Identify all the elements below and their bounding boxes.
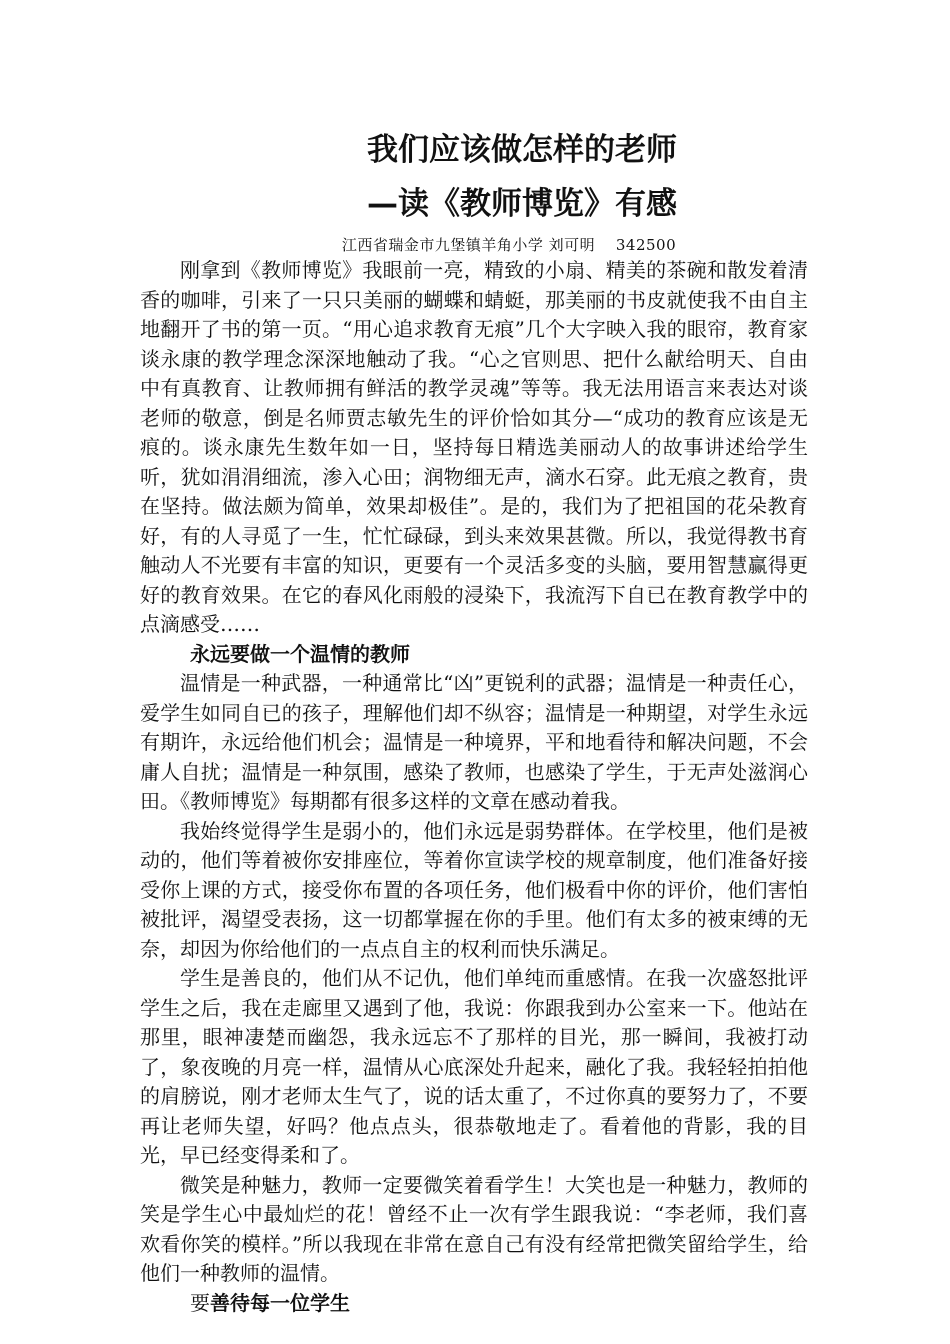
document-page — [140, 128, 808, 1318]
section-heading-warm-teacher: 永远要做一个温情的教师 — [190, 641, 410, 666]
author-line: 江西省瑞金市九堡镇羊角小学 刘可明 342500 — [341, 236, 677, 254]
section-heading-prefix: 要 — [190, 1290, 210, 1315]
section-heading-treat-students — [140, 1289, 808, 1319]
paragraph-intro: 刚拿到《教师博览》我眼前一亮，精致的小扇、精美的茶碗和散发着清香的咖啡，引来了一只只美丽的蝴蝶和蜻蜓，那美丽的书皮就使我不由自主地翻开了书的第一页。“用心追求教育无痕”几个大字映入我的眼帘，教育家谈永康的教学理念深深地触动了我。“心之官则思、把什么献给明天、自由中有真教育、让教师拥有鲜活的教学灵魂”等等。我无法用语言来表达对谈老师的敬意，倒是名师贾志敏先生的评价恰如其分—“成功的教育应该是无痕的。谈永康先生数年如一日，坚持每日精选美丽动人的故事讲述给学生听，犹如涓涓细流，渗入心田；润物细无声，滴水石穿。此无痕之教育，贵在坚持。做法颇为简单，效果却极佳”。是的，我们为了把祖国的花朵教育好，有的人寻觅了一生，忙忙碌碌，到头来效果甚微。所以，我觉得教书育触动人不光要有丰富的知识，更要有一个灵活多变的头脑，要用智慧赢得更好的教育效果。在它的春风化雨般的浸染下，我流泻下自已在教育教学中的点滴感受…… — [140, 258, 808, 636]
section-heading-rest: 善待每一位学生 — [210, 1290, 350, 1315]
paragraph-smile: 微笑是种魅力，教师一定要微笑着看学生！大笑也是一种魅力，教师的笑是学生心中最灿烂的花！曾经不止一次有学生跟我说：“李老师，我们喜欢看你笑的模样。”所以我现在非常在意自己有没有经常把微笑留给学生，给他们一种教师的温情。 — [140, 1172, 808, 1285]
paragraph-students-kind: 学生是善良的，他们从不记仇，他们单纯而重感情。在我一次盛怒批评学生之后，我在走廊里又遇到了他，我说：你跟我到办公室来一下。他站在那里，眼神凄楚而幽怨，我永远忘不了那样的目光，那一瞬间，我被打动了，象夜晚的月亮一样，温情从心底深处升起来，融化了我。我轻轻拍拍他的肩膀说，刚才老师太生气了，说的话太重了，不过你真的要努力了，不要再让老师失望，好吗？他点点头，很恭敬地走了。看着他的背影，我的目光，早已经变得柔和了。 — [140, 966, 808, 1167]
document-title: 我们应该做怎样的老师 — [367, 132, 677, 168]
paragraph-students-weak: 我始终觉得学生是弱小的，他们永远是弱势群体。在学校里，他们是被动的，他们等着被你安排座位，等着你宣读学校的规章制度，他们准备好接受你上课的方式，接受你布置的各项任务，他们极看中你的评价，他们害怕被批评，渴望受表扬，这一切都掌握在你的手里。他们有太多的被束缚的无奈，却因为你给他们的一点点自主的权利而快乐满足。 — [140, 818, 808, 961]
paragraph-warmth: 温情是一种武器，一种通常比“凶”更锐利的武器；温情是一种责任心，爱学生如同自已的孩子，理解他们却不纵容；温情是一种期望，对学生永远有期许，永远给他们机会；温情是一种境界，平和地看待和解决问题，不会庸人自扰；温情是一种氛围，感染了教师，也感染了学生，于无声处滋润心田。《教师博览》每期都有很多这样的文章在感动着我。 — [140, 671, 808, 813]
document-subtitle: —读《教师博览》有感 — [367, 186, 677, 222]
